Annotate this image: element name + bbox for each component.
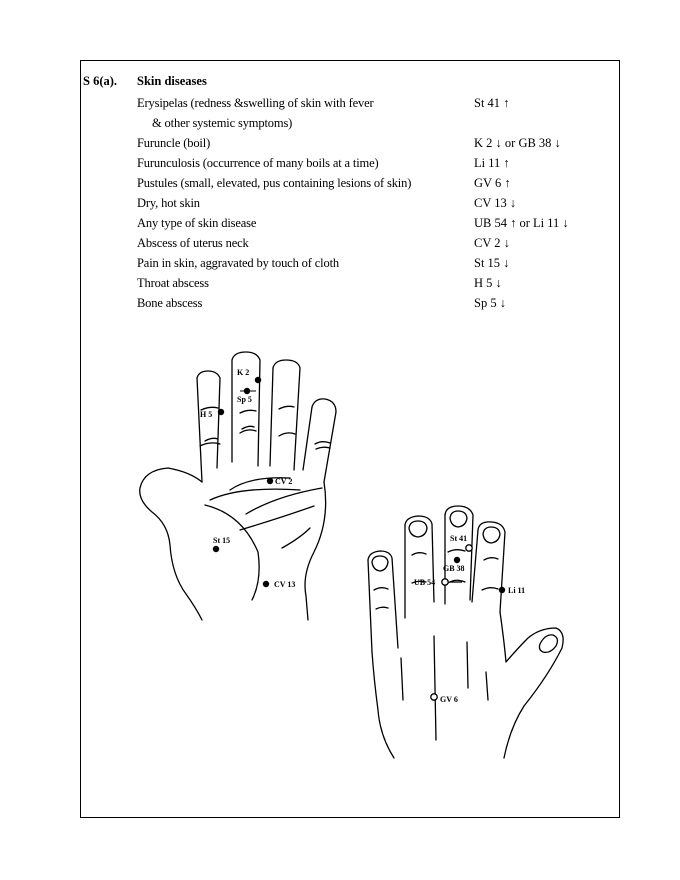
back-hand-outline: [368, 506, 563, 758]
list-item: [0, 253, 680, 273]
acupoint-code: K 2 ↓ or GB 38 ↓: [474, 136, 561, 150]
ub54-label: UB 54: [414, 578, 436, 587]
h5-point: [218, 409, 224, 415]
h5-label: H 5: [200, 410, 213, 419]
disease-name: Pustules (small, elevated, pus containing lesions of skin): [137, 176, 412, 190]
list-item: [0, 213, 680, 233]
gv6-point: [431, 694, 437, 700]
acupoint-code: Sp 5 ↓: [474, 296, 506, 310]
ub54-point: [442, 579, 448, 585]
st41-point: [466, 545, 472, 551]
acupoint-code: H 5 ↓: [474, 276, 502, 290]
disease-name: Furunculosis (occurrence of many boils at a time): [137, 156, 379, 170]
li11-point: [499, 587, 505, 593]
cv13-point: [263, 581, 269, 587]
list-item: [0, 293, 680, 313]
gv6-label: GV 6: [440, 695, 458, 704]
st41-label: St 41: [450, 534, 468, 543]
acupoint-code: St 41 ↑: [474, 96, 510, 110]
st15-label: St 15: [213, 536, 231, 545]
cv2-point: [267, 478, 273, 484]
section-title: Skin diseases: [137, 74, 207, 88]
acupoint-code: UB 54 ↑ or Li 11 ↓: [474, 216, 569, 230]
disease-list: [0, 93, 680, 313]
back-acupoints: [414, 534, 525, 704]
list-item: [0, 113, 680, 133]
disease-name: & other systemic symptoms): [152, 116, 293, 130]
section-number: S 6(a).: [83, 74, 118, 88]
cv2-label: CV 2: [275, 477, 293, 486]
list-item: [0, 173, 680, 193]
disease-name: Erysipelas (redness &swelling of skin with fever: [137, 96, 374, 110]
disease-name: Pain in skin, aggravated by touch of cloth: [137, 256, 339, 270]
disease-name: Furuncle (boil): [137, 136, 211, 150]
k2-point: [255, 377, 261, 383]
list-item: [0, 233, 680, 253]
hand-diagram: [120, 345, 580, 775]
st15-point: [213, 546, 219, 552]
acupoint-code: Li 11 ↑: [474, 156, 510, 170]
palm-hand-outline: [140, 352, 336, 620]
disease-name: Abscess of uterus neck: [137, 236, 249, 250]
disease-name: Throat abscess: [137, 276, 209, 290]
sp5-label: Sp 5: [237, 395, 252, 404]
sp5-point: [244, 388, 250, 394]
gb38-label: GB 38: [443, 564, 465, 573]
disease-name: Bone abscess: [137, 296, 203, 310]
list-item: [0, 153, 680, 173]
disease-name: Any type of skin disease: [137, 216, 257, 230]
disease-name: Dry, hot skin: [137, 196, 200, 210]
list-item: [0, 193, 680, 213]
gb38-point: [454, 557, 460, 563]
cv13-label: CV 13: [274, 580, 296, 589]
list-item: [0, 133, 680, 153]
list-item: [0, 273, 680, 293]
acupoint-code: CV 13 ↓: [474, 196, 517, 210]
list-item: [0, 93, 680, 113]
palm-acupoints: [200, 368, 295, 589]
acupoint-code: CV 2 ↓: [474, 236, 510, 250]
k2-label: K 2: [237, 368, 250, 377]
acupoint-code: GV 6 ↑: [474, 176, 511, 190]
li11-label: Li 11: [508, 586, 526, 595]
acupoint-code: St 15 ↓: [474, 256, 510, 270]
